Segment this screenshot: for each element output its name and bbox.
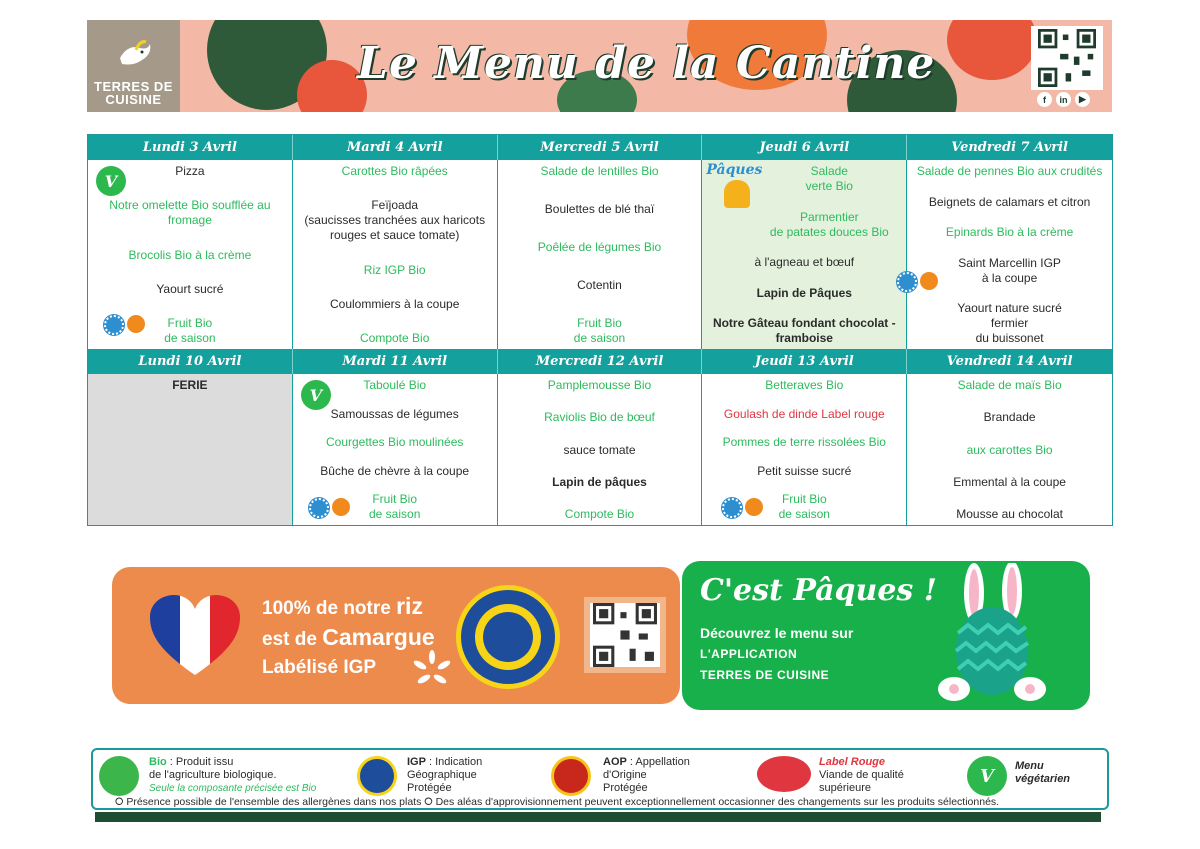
tomato-decoration xyxy=(947,20,1037,80)
local-product-icon xyxy=(309,498,329,518)
page-title: Le Menu de la Cantine xyxy=(357,38,936,89)
rice-grains-icon xyxy=(412,649,452,689)
bell-icon xyxy=(724,180,750,208)
menu-item: Goulash de dinde Label rouge xyxy=(723,406,885,421)
rice-line2-a: est de xyxy=(262,629,323,650)
menu-item: Cotentin xyxy=(577,278,622,292)
easter-line2: L'APPLICATION xyxy=(700,647,798,661)
day-header: Jeudi 6 Avril xyxy=(702,135,907,160)
youtube-icon[interactable]: ▶ xyxy=(1075,92,1090,107)
legend-igp-title: IGP xyxy=(407,756,426,768)
menu-item: Yaourt nature sucré fermier du buissonet xyxy=(957,301,1062,345)
bottom-decoration-strip xyxy=(95,812,1101,822)
week-1-body xyxy=(88,160,1112,349)
day-cell xyxy=(88,374,293,525)
menu-item: Fruit Bio de saison xyxy=(164,316,216,345)
rice-promo-card xyxy=(112,567,680,704)
menu-item: Brocolis Bio à la crème xyxy=(128,247,252,262)
day-cell xyxy=(498,374,703,525)
paques-label: Pâques xyxy=(706,162,763,178)
rice-line3: Labélisé IGP xyxy=(262,657,377,678)
menu-item: Fruit Bio de saison xyxy=(573,316,626,345)
qr-code-icon[interactable] xyxy=(584,597,666,673)
bio-logo-icon xyxy=(99,756,139,796)
menu-item: Courgettes Bio moulinées xyxy=(325,435,464,449)
day-cell xyxy=(293,374,498,525)
menu-item: Fruit Bio de saison xyxy=(778,492,830,521)
menu-item: Carottes Bio râpées xyxy=(341,164,448,178)
day-cell xyxy=(293,160,498,349)
menu-item: aux carottes Bio xyxy=(966,442,1053,457)
legend-bio-text1: : Produit issu xyxy=(166,756,234,768)
easter-promo-text xyxy=(700,623,853,686)
day-header: Vendredi 14 Avril xyxy=(946,354,1073,369)
day-header: Mardi 11 Avril xyxy=(293,349,498,374)
day-header: Mercredi 5 Avril xyxy=(498,135,703,160)
menu-item: Yaourt sucré xyxy=(156,281,224,296)
menu-item: Brandade xyxy=(983,410,1036,425)
legend-aop-title: AOP xyxy=(603,756,627,768)
menu-item: Mousse au chocolat xyxy=(956,507,1063,521)
menu-item: Notre Gâteau fondant chocolat - framboise xyxy=(712,316,896,345)
easter-title: C'est Pâques ! xyxy=(700,573,937,608)
day-cell xyxy=(88,160,293,349)
menu-item: Poêlée de légumes Bio xyxy=(537,240,662,254)
bird-icon xyxy=(114,38,154,72)
menu-item: Compote Bio xyxy=(360,331,430,345)
rice-line1-a: 100% de notre xyxy=(262,598,397,619)
menu-item: Bûche de chèvre à la coupe xyxy=(320,463,470,478)
igp-logo-icon xyxy=(357,756,397,796)
brand-line-1: TERRES DE xyxy=(94,79,173,94)
menu-item: Riz IGP Bio xyxy=(363,262,426,277)
seasonal-fruit-icon xyxy=(920,272,938,290)
legend-lr-title: Label Rouge xyxy=(819,756,886,768)
legend-vege-text1: Menu xyxy=(1015,760,1044,772)
day-cell xyxy=(498,160,703,349)
legend-bio-text2: de l'agriculture biologique. xyxy=(149,769,277,781)
menu-item: à l'agneau et bœuf xyxy=(754,255,855,269)
legend-lr-text1: Viande de qualité xyxy=(819,769,904,781)
easter-line3: TERRES DE CUISINE xyxy=(700,668,830,682)
legend-aop-text1: : Appellation xyxy=(626,756,690,768)
menu-item: Lapin de pâques xyxy=(552,474,647,489)
legend-vege-text2: végétarien xyxy=(1015,773,1071,785)
menu-item: Feïjoada (saucisses tranchées aux haricots rouges et sauce tomate) xyxy=(304,198,486,243)
rice-line1-b: riz xyxy=(396,593,423,619)
day-header: Lundi 3 Avril xyxy=(88,135,293,160)
origin-badges xyxy=(722,498,763,518)
menu-item: Coulommiers à la coupe xyxy=(329,296,460,311)
menu-item: Raviolis Bio de bœuf xyxy=(544,410,655,425)
day-header: Mercredi 12 Avril xyxy=(498,349,703,374)
local-product-icon xyxy=(722,498,742,518)
menu-item: Beignets de calamars et citron xyxy=(928,194,1091,209)
day-header: Jeudi 13 Avril xyxy=(702,349,907,374)
local-product-icon xyxy=(897,272,917,292)
seasonal-fruit-icon xyxy=(332,498,350,516)
menu-item: Petit suisse sucré xyxy=(757,463,852,478)
legend-igp-text3: Protégée xyxy=(407,782,452,794)
vege-badge-icon: V xyxy=(301,380,331,410)
legend-lr-text2: supérieure xyxy=(819,782,871,794)
menu-item: Emmental à la coupe xyxy=(953,474,1066,489)
linkedin-icon[interactable]: in xyxy=(1056,92,1071,107)
easter-line1: Découvrez le menu sur xyxy=(700,625,854,641)
menu-table xyxy=(87,134,1113,526)
week-2-header xyxy=(88,349,1112,374)
menu-item: Salade de lentilles Bio xyxy=(540,164,659,178)
day-cell xyxy=(907,160,1112,349)
terres-de-cuisine-logo xyxy=(87,20,180,112)
menu-item: Parmentier de patates douces Bio xyxy=(769,209,889,239)
menu-item: Salade verte Bio xyxy=(805,164,853,193)
igp-seal-icon xyxy=(456,585,560,689)
day-cell xyxy=(702,374,907,525)
day-cell xyxy=(702,160,907,349)
label-rouge-logo-icon xyxy=(757,756,811,792)
header-banner xyxy=(87,20,1112,112)
legend-igp-text2: Géographique xyxy=(407,769,477,781)
menu-item: Notre omelette Bio soufflée au fromage xyxy=(109,198,271,228)
week-1-header xyxy=(88,135,1112,160)
menu-item: Taboulé Bio xyxy=(363,378,427,392)
legend-bio-note: Seule la composante précisée est Bio xyxy=(149,783,317,794)
qr-code-icon[interactable] xyxy=(1031,26,1103,90)
week-2-body xyxy=(88,374,1112,525)
aop-logo-icon xyxy=(551,756,591,796)
menu-item: Salade de maïs Bio xyxy=(957,378,1062,392)
menu-item: Boulettes de blé thaï xyxy=(544,202,655,216)
origin-badges xyxy=(104,315,145,335)
rice-line2-b: Camargue xyxy=(322,624,435,650)
menu-item: Pommes de terre rissolées Bio xyxy=(722,435,886,449)
day-header: Mardi 4 Avril xyxy=(293,135,498,160)
facebook-icon[interactable]: f xyxy=(1037,92,1052,107)
menu-item: Pizza xyxy=(175,164,205,178)
origin-badges xyxy=(309,498,350,518)
menu-item: Fruit Bio de saison xyxy=(369,492,421,521)
legend-bio-title: Bio xyxy=(149,756,167,768)
local-product-icon xyxy=(104,315,124,335)
rice-promo-text xyxy=(262,592,435,682)
day-header: Lundi 10 Avril xyxy=(88,349,293,374)
legend-footer-note: ⭘ Présence possible de l'ensemble des allergènes dans nos plats ⭘ Des aléas d'approvisionnement peuvent exceptionnellement occasionner des changements sur les produits sélectionnés. xyxy=(115,796,1000,808)
easter-bunny-egg-icon xyxy=(932,563,1052,708)
origin-badges xyxy=(897,272,938,292)
social-links xyxy=(1037,92,1090,107)
menu-item: Pamplemousse Bio xyxy=(547,378,652,392)
seasonal-fruit-icon xyxy=(127,315,145,333)
menu-item: Samoussas de légumes xyxy=(330,406,459,421)
brand-line-2: CUISINE xyxy=(105,92,162,107)
day-header: Vendredi 7 Avril xyxy=(951,140,1068,155)
day-cell xyxy=(907,374,1112,525)
menu-item: Salade de pennes Bio aux crudités xyxy=(916,164,1103,178)
legend-aop-text3: Protégée xyxy=(603,782,648,794)
menu-item: Compote Bio xyxy=(564,507,635,521)
menu-item: Betteraves Bio xyxy=(765,378,844,392)
menu-item: Saint Marcellin IGP à la coupe xyxy=(958,255,1061,285)
seasonal-fruit-icon xyxy=(745,498,763,516)
legend-box xyxy=(91,748,1109,810)
easter-promo-card xyxy=(682,561,1090,710)
french-flag-heart-icon xyxy=(150,595,240,677)
legend-igp-text1: : Indication xyxy=(425,756,483,768)
legend-aop-text2: d'Origine xyxy=(603,769,647,781)
vege-logo-icon: V xyxy=(967,756,1007,796)
menu-item: Lapin de Pâques xyxy=(756,285,852,300)
menu-item: FERIE xyxy=(172,378,208,392)
menu-item: sauce tomate xyxy=(563,442,636,457)
vege-badge-icon: V xyxy=(96,166,126,196)
menu-item: Epinards Bio à la crème xyxy=(945,225,1074,239)
paques-badge-icon xyxy=(706,162,770,216)
